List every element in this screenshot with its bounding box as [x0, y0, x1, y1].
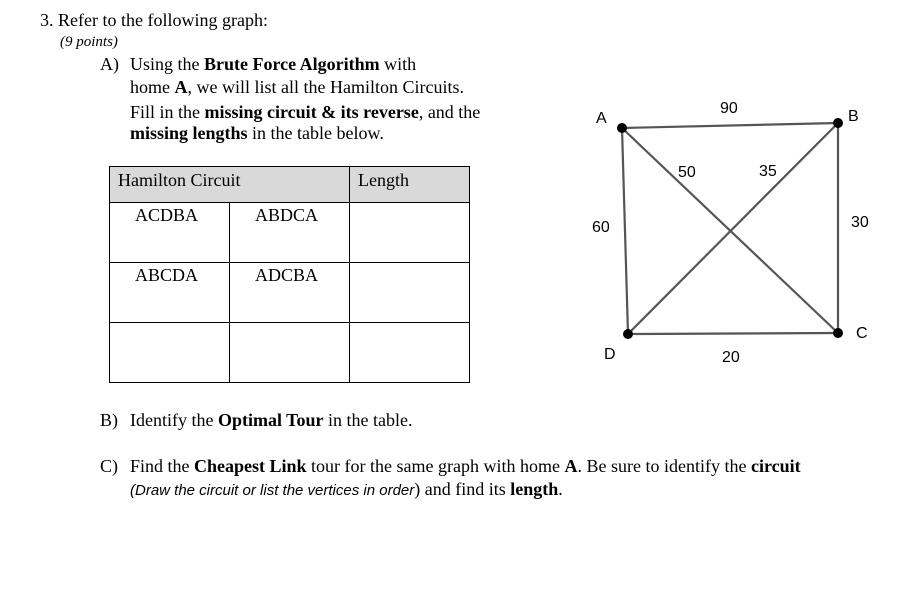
- edge-weight-bc: 30: [851, 214, 869, 231]
- reverse-circuit-cell: ABDCA: [230, 203, 350, 263]
- circuit-cell: ABCDA: [110, 263, 230, 323]
- circuit-cell: ACDBA: [110, 203, 230, 263]
- vertex-label-a: A: [596, 110, 607, 127]
- reverse-circuit-cell: ADCBA: [230, 263, 350, 323]
- part-a-line4: missing lengths in the table below.: [130, 123, 384, 143]
- header-hamilton-circuit: Hamilton Circuit: [110, 167, 350, 203]
- edge-weight-cd: 20: [722, 349, 740, 366]
- question-points: (9 points): [60, 34, 118, 50]
- part-a-line2: home A, we will list all the Hamilton Circuits.: [130, 77, 464, 97]
- part-b-label: B): [100, 410, 118, 430]
- part-c-line2: (Draw the circuit or list the vertices in order) and find its length.: [130, 479, 563, 499]
- part-a-line1: Using the Brute Force Algorithm with: [130, 54, 417, 74]
- part-a-line3: Fill in the missing circuit & its reverse, and the: [130, 102, 481, 122]
- vertex-c: [833, 328, 843, 338]
- part-c-line1: Find the Cheapest Link tour for the same graph with home A. Be sure to identify the circuit: [130, 456, 801, 476]
- vertex-b: [833, 118, 843, 128]
- vertex-label-d: D: [604, 346, 616, 363]
- part-c-label: C): [100, 456, 118, 476]
- vertex-d: [623, 329, 633, 339]
- part-b-text: Identify the Optimal Tour in the table.: [130, 410, 413, 430]
- header-length: Length: [350, 167, 470, 203]
- edge-da: [622, 128, 628, 334]
- edge-weight-ac: 50: [678, 164, 696, 181]
- vertex-label-c: C: [856, 325, 868, 342]
- part-a-label: A): [100, 54, 119, 74]
- edge-weight-ab: 90: [720, 100, 738, 117]
- vertex-label-b: B: [848, 108, 859, 125]
- question-number: 3.: [40, 10, 54, 30]
- question-prompt: Refer to the following graph:: [58, 10, 268, 30]
- edge-ab: [622, 123, 838, 128]
- vertex-a: [617, 123, 627, 133]
- edge-weight-bd: 35: [759, 163, 777, 180]
- edge-cd: [628, 333, 838, 334]
- edge-weight-da: 60: [592, 219, 610, 236]
